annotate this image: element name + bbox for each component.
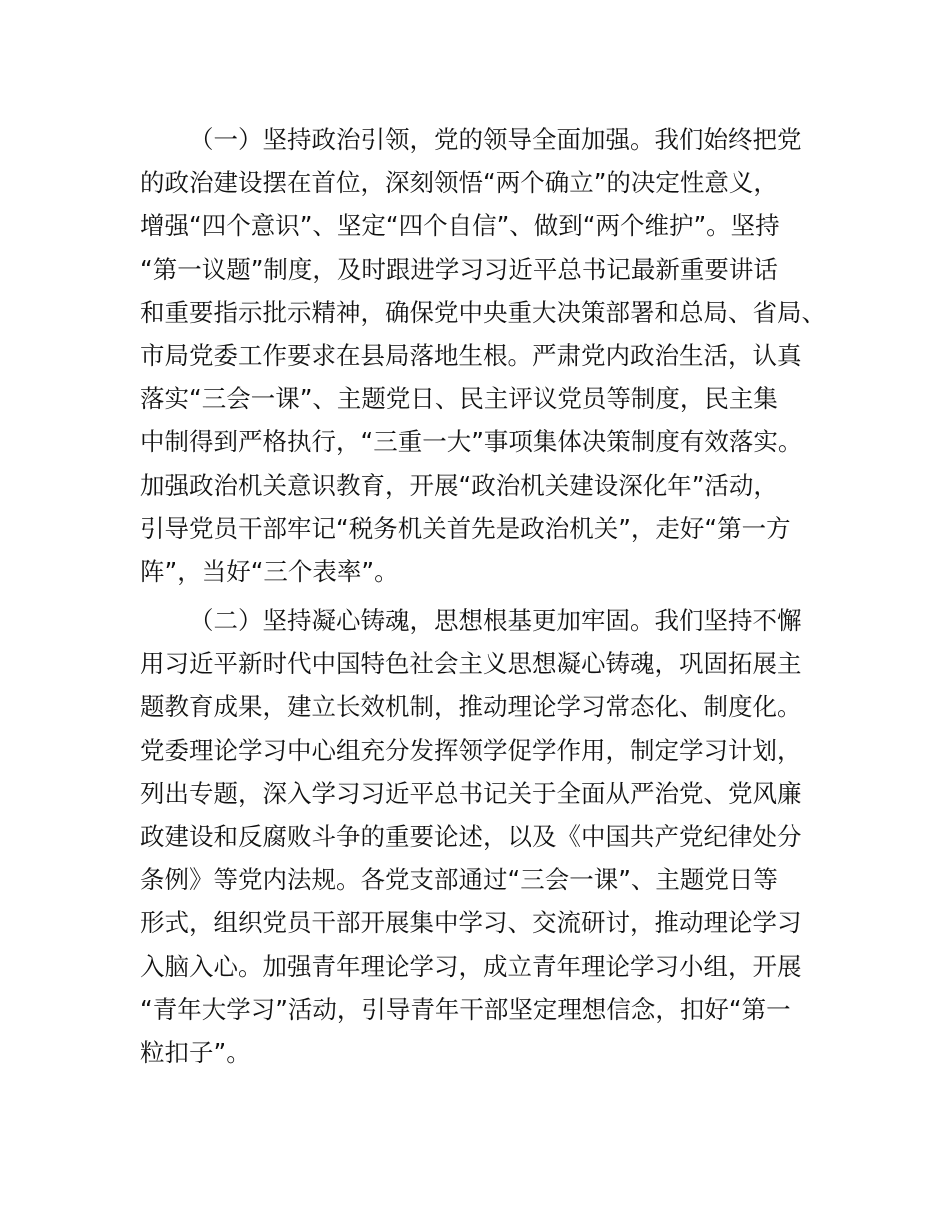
paragraph-line: 粒扣子”。 <box>140 1037 251 1067</box>
paragraph-line: “第一议题”制度，及时跟进学习习近平总书记最新重要讲话 <box>140 254 778 284</box>
paragraph-line: 条例》等党内法规。各党支部通过“三会一课”、主题党日等 <box>140 865 778 895</box>
paragraph-line: 增强“四个意识”、坚定“四个自信”、做到“两个维护”。坚持 <box>140 211 780 241</box>
paragraph-line: （二）坚持凝心铸魂，思想根基更加牢固。我们坚持不懈 <box>189 606 802 636</box>
paragraph-1 <box>140 118 840 593</box>
paragraph-line: 党委理论学习中心组充分发挥领学促学作用，制定学习计划， <box>140 735 802 765</box>
paragraph-line: 形式，组织党员干部开展集中学习、交流研讨，推动理论学习 <box>140 908 802 938</box>
paragraph-2 <box>140 599 840 1074</box>
paragraph-line: （一）坚持政治引领，党的领导全面加强。我们始终把党 <box>189 125 802 154</box>
paragraph-line: 落实“三会一课”、主题党日、民主评议党员等制度，民主集 <box>140 384 778 414</box>
paragraph-line: 市局党委工作要求在县局落地生根。严肃党内政治生活，认真 <box>140 340 802 370</box>
paragraph-line: 和重要指示批示精神，确保党中央重大决策部署和总局、省局、 <box>140 297 826 327</box>
paragraph-line: 列出专题，深入学习习近平总书记关于全面从严治党、党风廉 <box>140 778 802 808</box>
paragraph-line: 加强政治机关意识教育，开展“政治机关建设深化年”活动， <box>140 470 778 500</box>
paragraph-line: 题教育成果，建立长效机制，推动理论学习常态化、制度化。 <box>140 692 802 722</box>
paragraph-line: 政建设和反腐败斗争的重要论述，以及《中国共产党纪律处分 <box>140 822 802 851</box>
paragraph-line: 阵”，当好“三个表率”。 <box>140 556 399 586</box>
paragraph-line: 入脑入心。加强青年理论学习，成立青年理论学习小组，开展 <box>140 951 802 981</box>
paragraph-line: 引导党员干部牢记“税务机关首先是政治机关”，走好“第一方 <box>140 513 791 543</box>
paragraph-line: 的政治建设摆在首位，深刻领悟“两个确立”的决定性意义， <box>140 168 778 198</box>
paragraph-line: 中制得到严格执行，“三重一大”事项集体决策制度有效落实。 <box>140 427 803 457</box>
paragraph-line: 用习近平新时代中国特色社会主义思想凝心铸魂，巩固拓展主 <box>140 649 802 679</box>
paragraph-line: “青年大学习”活动，引导青年干部坚定理想信念，扣好“第一 <box>140 994 791 1024</box>
document-body <box>140 118 840 1074</box>
